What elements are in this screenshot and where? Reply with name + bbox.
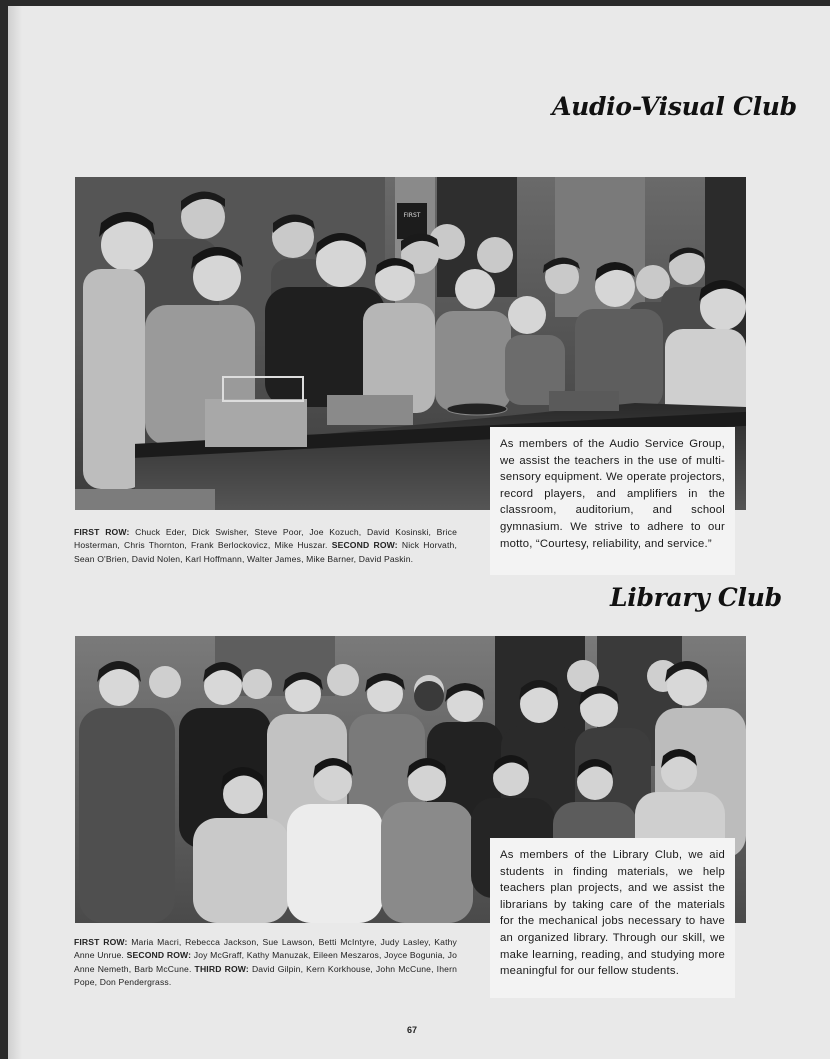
audio-visual-second-row-names: Nick Horvath, Sean O'Brien, David Nolen, Karl Hoffmann, Walter James, Mike Barner, David Paskin. <box>74 540 457 564</box>
library-caption <box>74 936 457 990</box>
yearbook-page <box>8 6 830 1059</box>
first-sign-text: FIRST <box>403 212 421 219</box>
library-second-row-label: SECOND ROW: <box>126 950 192 961</box>
library-description: As members of the Library Club, we aid students in finding materials, we help teachers plan projects, and we assist the librarians by taking care of the materials for the mechanical jobs necessary to have an organized library. Through our skill, we make learning, reading, and studying more meaningful for our fellow students. <box>490 838 735 998</box>
page-number: 67 <box>407 1025 418 1035</box>
library-first-row-label: FIRST ROW: <box>74 937 128 947</box>
audio-visual-first-row-label: FIRST ROW: <box>74 527 130 537</box>
audio-visual-first-row-names: Chuck Eder, Dick Swisher, Steve Poor, Joe Kozuch, David Kosinski, Brice Hosterman, Chris Thornton, Frank Berlockovicz, Mike Huszar. <box>74 527 457 551</box>
audio-visual-description: As members of the Audio Service Group, we assist the teachers in the use of multi-sensory equipment. We operate projectors, record players, and amplifiers in the classroom, auditorium, and school gymnasium. We strive to adhere to our motto, “Courtesy, reliability, and service.” <box>490 427 735 575</box>
page-binding-shadow <box>8 6 22 1059</box>
library-first-row-names: Maria Macri, Rebecca Jackson, Sue Lawson, Betti McIntyre, Judy Lasley, Kathy Anne Unrue. <box>74 937 457 961</box>
library-club-title: Library Club <box>610 583 782 612</box>
library-second-row-names: Joy McGraff, Kathy Manuzak, Eileen Meszaros, Joyce Bogunia, Jo Anne Nemeth, Barb McCune. <box>74 950 458 974</box>
library-third-row-names: David Gilpin, Kern Korkhouse, John McCune, Ihern Pope, Don Pendergrass. <box>74 963 458 988</box>
library-third-row-label: THIRD ROW: <box>194 963 249 974</box>
audio-visual-club-title: Audio-Visual Club <box>552 92 797 121</box>
audio-visual-second-row-label: SECOND ROW: <box>331 540 398 551</box>
audio-visual-caption <box>74 526 457 566</box>
